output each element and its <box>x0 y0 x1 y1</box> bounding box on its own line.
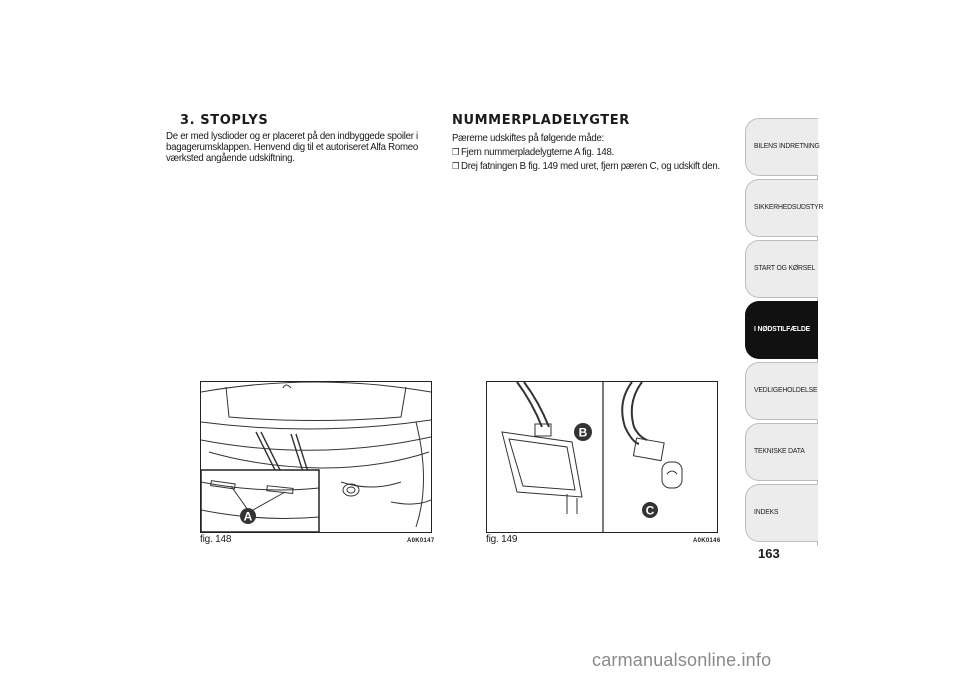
figure-148-code: A0K0147 <box>407 538 435 544</box>
tab-bilens-indretning[interactable] <box>745 118 818 176</box>
tab-vedligeholdelse[interactable] <box>745 362 818 420</box>
intro-text: Pærerne udskiftes på følgende måde: <box>452 132 604 144</box>
callout-c-marker <box>642 502 658 518</box>
figure-148-image <box>200 381 432 533</box>
nummerplade-body <box>452 133 720 175</box>
rear-bumper-illustration <box>201 382 431 532</box>
tab-label: I NØDSTILFÆLDE <box>754 324 810 333</box>
tab-tekniske-data[interactable] <box>745 423 818 481</box>
section-heading-nummerpladelygter: NUMMERPLADELYGTER <box>452 113 630 128</box>
svg-text:C: C <box>645 503 655 518</box>
page-number: 163 <box>758 546 780 561</box>
tab-label: BILENS INDRETNING <box>754 141 820 150</box>
tab-label: INDEKS <box>754 507 779 516</box>
body-line: værksted angående udskiftning. <box>166 152 295 164</box>
figure-149-image <box>486 381 718 533</box>
tab-label: SIKKERHEDSUDSTYR <box>754 202 824 211</box>
bullet-item: ❒ Drej fatningen B fig. 149 med uret, fjern pæren C, og udskift den. <box>452 160 720 172</box>
tab-start-og-korsel[interactable] <box>745 240 818 298</box>
section-heading-stoplys: 3. STOPLYS <box>180 113 269 128</box>
callout-b-marker <box>574 423 592 441</box>
body-line: bagagerumsklappen. Henvend dig til et autoriseret Alfa Romeo <box>166 141 418 153</box>
figure-149-code: A0K0146 <box>693 538 721 544</box>
stoplys-body <box>166 131 418 164</box>
figure-148-caption: fig. 148 <box>200 534 232 545</box>
watermark-text: carmanualsonline.info <box>592 650 772 670</box>
tab-sikkerhedsudstyr[interactable] <box>745 179 824 237</box>
bullet-item: ❒ Fjern nummerpladelygterne A fig. 148. <box>452 146 615 158</box>
tab-indeks[interactable] <box>745 484 818 542</box>
tab-label: START OG KØRSEL <box>754 263 816 272</box>
svg-text:B: B <box>578 425 588 440</box>
checkbox-bullet-icon: ❒ <box>452 147 460 157</box>
svg-text:A: A <box>243 509 253 524</box>
tab-i-nodstilfaelde[interactable] <box>745 301 818 359</box>
callout-a-marker <box>240 508 256 524</box>
tab-label: TEKNISKE DATA <box>754 446 805 455</box>
license-plate-lamp-illustration <box>487 382 717 532</box>
tab-label: VEDLIGEHOLDELSE <box>754 385 818 394</box>
body-line: De er med lysdioder og er placeret på den indbyggede spoiler i <box>166 130 418 142</box>
checkbox-bullet-icon: ❒ <box>452 161 460 171</box>
figure-149-caption: fig. 149 <box>486 534 518 545</box>
